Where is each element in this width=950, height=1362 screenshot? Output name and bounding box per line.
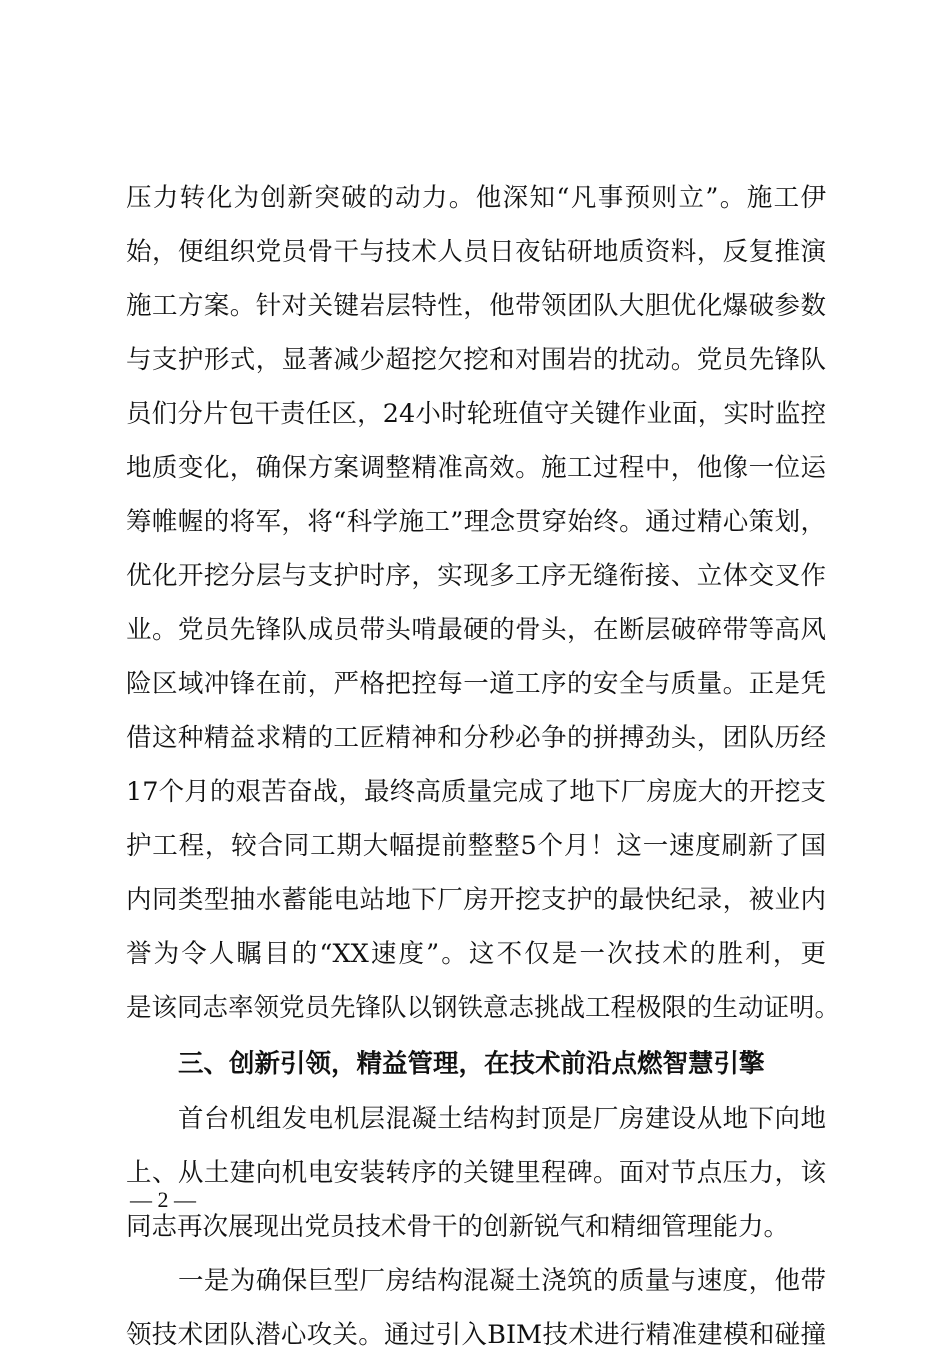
section-heading: 三、创新引领，精益管理，在技术前沿点燃智慧引擎 bbox=[178, 1049, 765, 1079]
text-line: 誉为令人瞩目的“XX速度”。这不仅是一次技术的胜利，更 bbox=[126, 939, 826, 969]
text-line: 与支护形式，显著减少超挖欠挖和对围岩的扰动。党员先锋队 bbox=[126, 345, 826, 375]
text-line: 借这种精益求精的工匠精神和分秒必争的拼搏劲头，团队历经 bbox=[126, 723, 826, 753]
text-line: 同志再次展现出党员技术骨干的创新锐气和精细管理能力。 bbox=[126, 1212, 790, 1242]
text-line: 业。党员先锋队成员带头啃最硬的骨头，在断层破碎带等高风 bbox=[126, 615, 826, 645]
text-line: 是该同志率领党员先锋队以钢铁意志挑战工程极限的生动证明。 bbox=[126, 993, 841, 1023]
text-line: 优化开挖分层与支护时序，实现多工序无缝衔接、立体交叉作 bbox=[126, 561, 826, 591]
text-line: 一是为确保巨型厂房结构混凝土浇筑的质量与速度，他带 bbox=[178, 1266, 826, 1296]
text-line: 上、从土建向机电安装转序的关键里程碑。面对节点压力，该 bbox=[126, 1158, 826, 1188]
text-line: 员们分片包干责任区，24小时轮班值守关键作业面，实时监控 bbox=[126, 399, 826, 429]
text-line: 施工方案。针对关键岩层特性，他带领团队大胆优化爆破参数 bbox=[126, 291, 826, 321]
text-line: 17个月的艰苦奋战，最终高质量完成了地下厂房庞大的开挖支 bbox=[126, 777, 826, 807]
text-line: 领技术团队潜心攻关。通过引入BIM技术进行精准建模和碰撞 bbox=[126, 1320, 826, 1350]
text-line: 险区域冲锋在前，严格把控每一道工序的安全与质量。正是凭 bbox=[126, 669, 826, 699]
text-line: 内同类型抽水蓄能电站地下厂房开挖支护的最快纪录，被业内 bbox=[126, 885, 826, 915]
text-line: 护工程，较合同工期大幅提前整整5个月！这一速度刷新了国 bbox=[126, 831, 826, 861]
text-line: 压力转化为创新突破的动力。他深知“凡事预则立”。施工伊 bbox=[126, 183, 826, 213]
page-number: — 2 — bbox=[130, 1187, 196, 1212]
text-line: 地质变化，确保方案调整精准高效。施工过程中，他像一位运 bbox=[126, 453, 826, 483]
text-line: 筹帷幄的将军，将“科学施工”理念贯穿始终。通过精心策划， bbox=[126, 507, 826, 537]
text-line: 始，便组织党员骨干与技术人员日夜钻研地质资料，反复推演 bbox=[126, 237, 826, 267]
text-line: 首台机组发电机层混凝土结构封顶是厂房建设从地下向地 bbox=[178, 1104, 826, 1134]
